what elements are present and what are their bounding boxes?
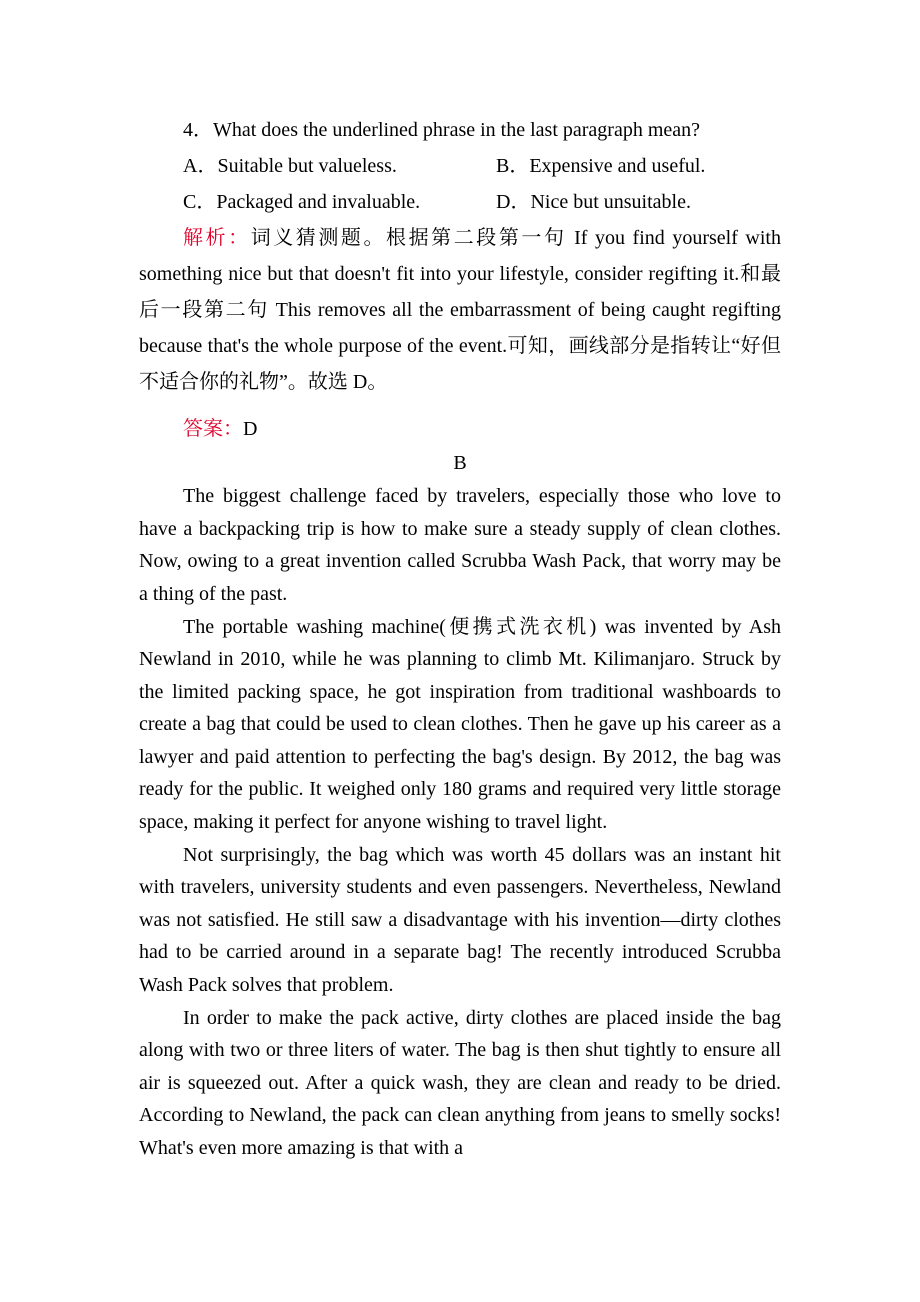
analysis-block xyxy=(139,220,781,400)
answer-block xyxy=(183,411,257,447)
section-heading: B xyxy=(453,452,467,474)
passage-paragraph: The portable washing machine(便携式洗衣机) was invented by Ash Newland in 2010, while he was planning to climb Mt. Kilimanjaro. Struck by the limited packing space, he got inspiration from traditional washboards to create a bag that could be used to clean clothes. Then he gave up his career as a lawyer and paid attention to perfecting the bag's design. By 2012, the bag was ready for the public. It weighed only 180 grams and required very little storage space, making it perfect for anyone wishing to travel light. xyxy=(139,615,781,833)
options-row-2 xyxy=(183,184,691,220)
answer-value: D xyxy=(243,418,258,440)
passage-paragraph: In order to make the pack active, dirty clothes are placed inside the bag along with two or three liters of water. The bag is then shut tightly to ensure all air is squeezed out. After a quick wash, they are clean and ready to be dried. According to Newland, the pack can clean anything from jeans to smelly socks! What's even more amazing is that with a xyxy=(139,1006,781,1159)
option-d: D．Nice but unsuitable. xyxy=(496,191,691,213)
option-a: A．Suitable but valueless. xyxy=(183,155,397,177)
question-text: What does the underlined phrase in the last paragraph mean? xyxy=(213,119,701,141)
analysis-text: 词义猜测题。根据第二段第一句 If you find yourself with something nice but that doesn't fit into your lifestyle, consider regifting it.和最后一段第二句 This removes all the embarrassment of being caught regifting because that's the whole purpose of the event.可知，画线部分是指转让“好但不适合你的礼物”。故选 D。 xyxy=(139,227,781,393)
answer-label: 答案： xyxy=(183,418,243,440)
passage-paragraph: Not surprisingly, the bag which was worth 45 dollars was an instant hit with travelers, university students and even passengers. Nevertheless, Newland was not satisfied. He still saw a disadvantage with his invention—dirty clothes had to be carried around in a separate bag! The recently introduced Scrubba Wash Pack solves that problem. xyxy=(139,843,781,996)
reading-passage xyxy=(139,480,781,1164)
passage-paragraph: The biggest challenge faced by travelers, especially those who love to have a backpacking trip is how to make sure a steady supply of clean clothes. Now, owing to a great invention called Scrubba Wash Pack, that worry may be a thing of the past. xyxy=(139,485,781,605)
question-number: 4． xyxy=(183,119,213,141)
question-4 xyxy=(183,112,700,148)
analysis-label: 解析： xyxy=(183,227,251,249)
option-b: B．Expensive and useful. xyxy=(496,155,706,177)
options-row-1 xyxy=(183,148,706,184)
option-c: C．Packaged and invaluable. xyxy=(183,191,421,213)
